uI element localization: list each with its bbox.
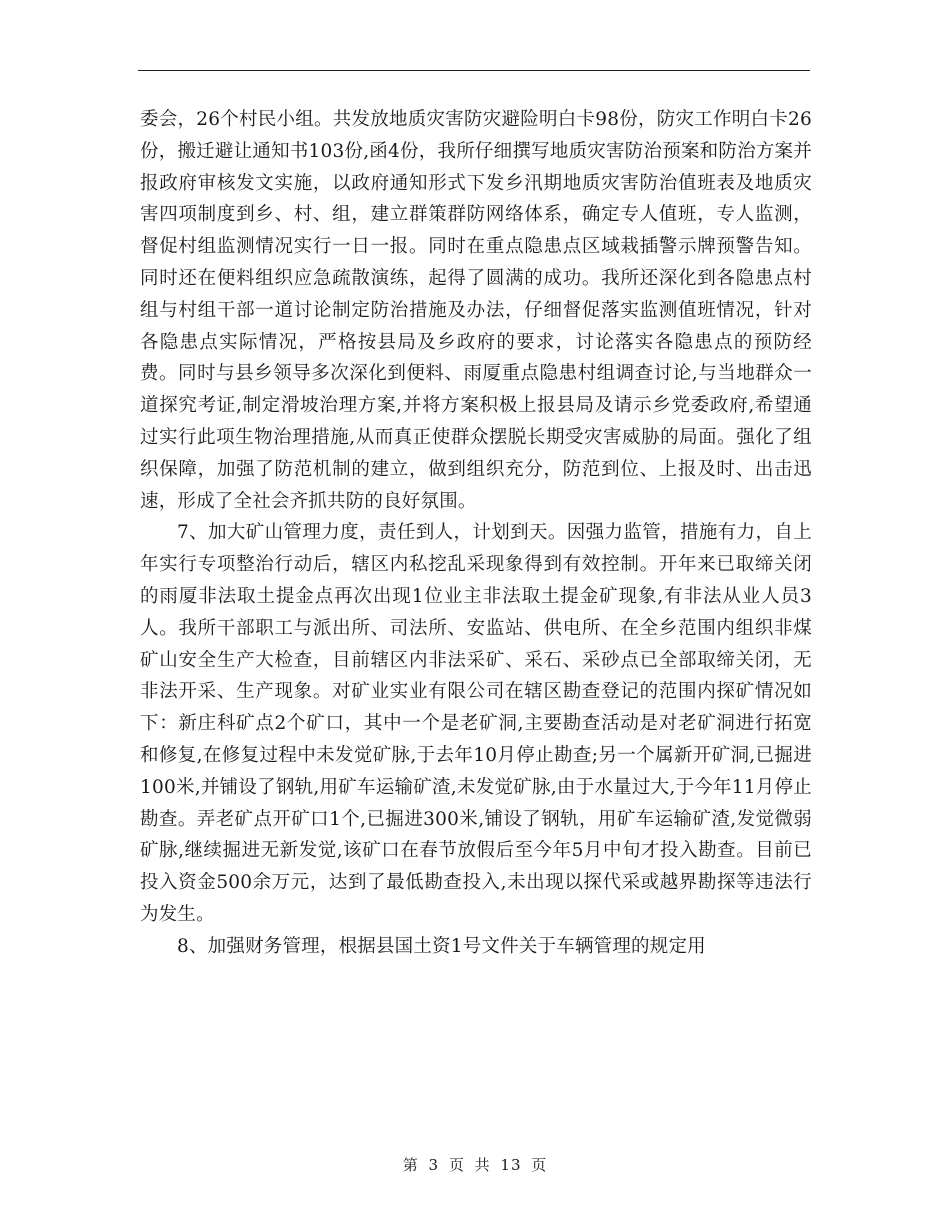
- total-pages-number: 13: [500, 1156, 522, 1174]
- document-body: [140, 104, 812, 963]
- footer-suffix: 页: [531, 1156, 548, 1174]
- paragraph-continued: 委会，26个村民小组。共发放地质灾害防灾避险明白卡98份，防灾工作明白卡26份，搬迁避让通知书103份,函4份，我所仔细撰写地质灾害防治预案和防治方案并报政府审核发文实施，以政府通知形式下发乡汛期地质灾害防治值班表及地质灾害四项制度到乡、村、组，建立群策群防网络体系，确定专人值班，专人监测，督促村组监测情况实行一日一报。同时在重点隐患点区域栽插警示牌预警告知。同时还在便料组织应急疏散演练，起得了圆满的成功。我所还深化到各隐患点村组与村组干部一道讨论制定防治措施及办法，仔细督促落实监测值班情况，针对各隐患点实际情况，严格按县局及乡政府的要求，讨论落实各隐患点的预防经费。同时与县乡领导多次深化到便料、雨厦重点隐患村组调查讨论,与当地群众一道探究考证,制定滑坡治理方案,并将方案积极上报县局及请示乡党委政府,希望通过实行此项生物治理措施,从而真正使群众摆脱长期受灾害威胁的局面。强化了组织保障，加强了防范机制的建立，做到组织充分，防范到位、上报及时、出击迅速，形成了全社会齐抓共防的良好氛围。: [140, 109, 812, 512]
- paragraph-item-8: 8、加强财务管理，根据县国土资1号文件关于车辆管理的规定用: [177, 935, 706, 957]
- footer-total-label: 共: [474, 1156, 491, 1174]
- current-page-number: 3: [428, 1156, 440, 1174]
- header-rule: [138, 70, 810, 71]
- paragraph-item-7: 7、加大矿山管理力度，责任到人，计划到天。因强力监管，措施有力，自上年实行专项整治行动后，辖区内私挖乱采现象得到有效控制。开年来已取缔关闭的雨厦非法取土提金点再次出现1位业主非法取土提金矿现象,有非法从业人员3人。我所干部职工与派出所、司法所、安监站、供电所、在全乡范围内组织非煤矿山安全生产大检查，目前辖区内非法采矿、采石、采砂点已全部取缔关闭，无非法开采、生产现象。对矿业实业有限公司在辖区勘查登记的范围内探矿情况如下：新庄科矿点2个矿口，其中一个是老矿洞,主要勘查活动是对老矿洞进行拓宽和修复,在修复过程中未发觉矿脉,于去年10月停止勘查;另一个属新开矿洞,已掘进100米,并铺设了钢轨,用矿车运输矿渣,未发觉矿脉,由于水量过大,于今年11月停止勘查。弄老矿点开矿口1个,已掘进300米,铺设了钢轨，用矿车运输矿渣,发觉微弱矿脉,继续掘进无新发觉,该矿口在春节放假后至今年5月中旬才投入勘查。目前已投入资金500余万元，达到了最低勘查投入,未出现以探代采或越界勘探等违法行为发生。: [140, 522, 812, 925]
- footer-prefix: 第: [402, 1156, 419, 1174]
- page-footer: [0, 1154, 950, 1175]
- footer-page-label: 页: [448, 1156, 465, 1174]
